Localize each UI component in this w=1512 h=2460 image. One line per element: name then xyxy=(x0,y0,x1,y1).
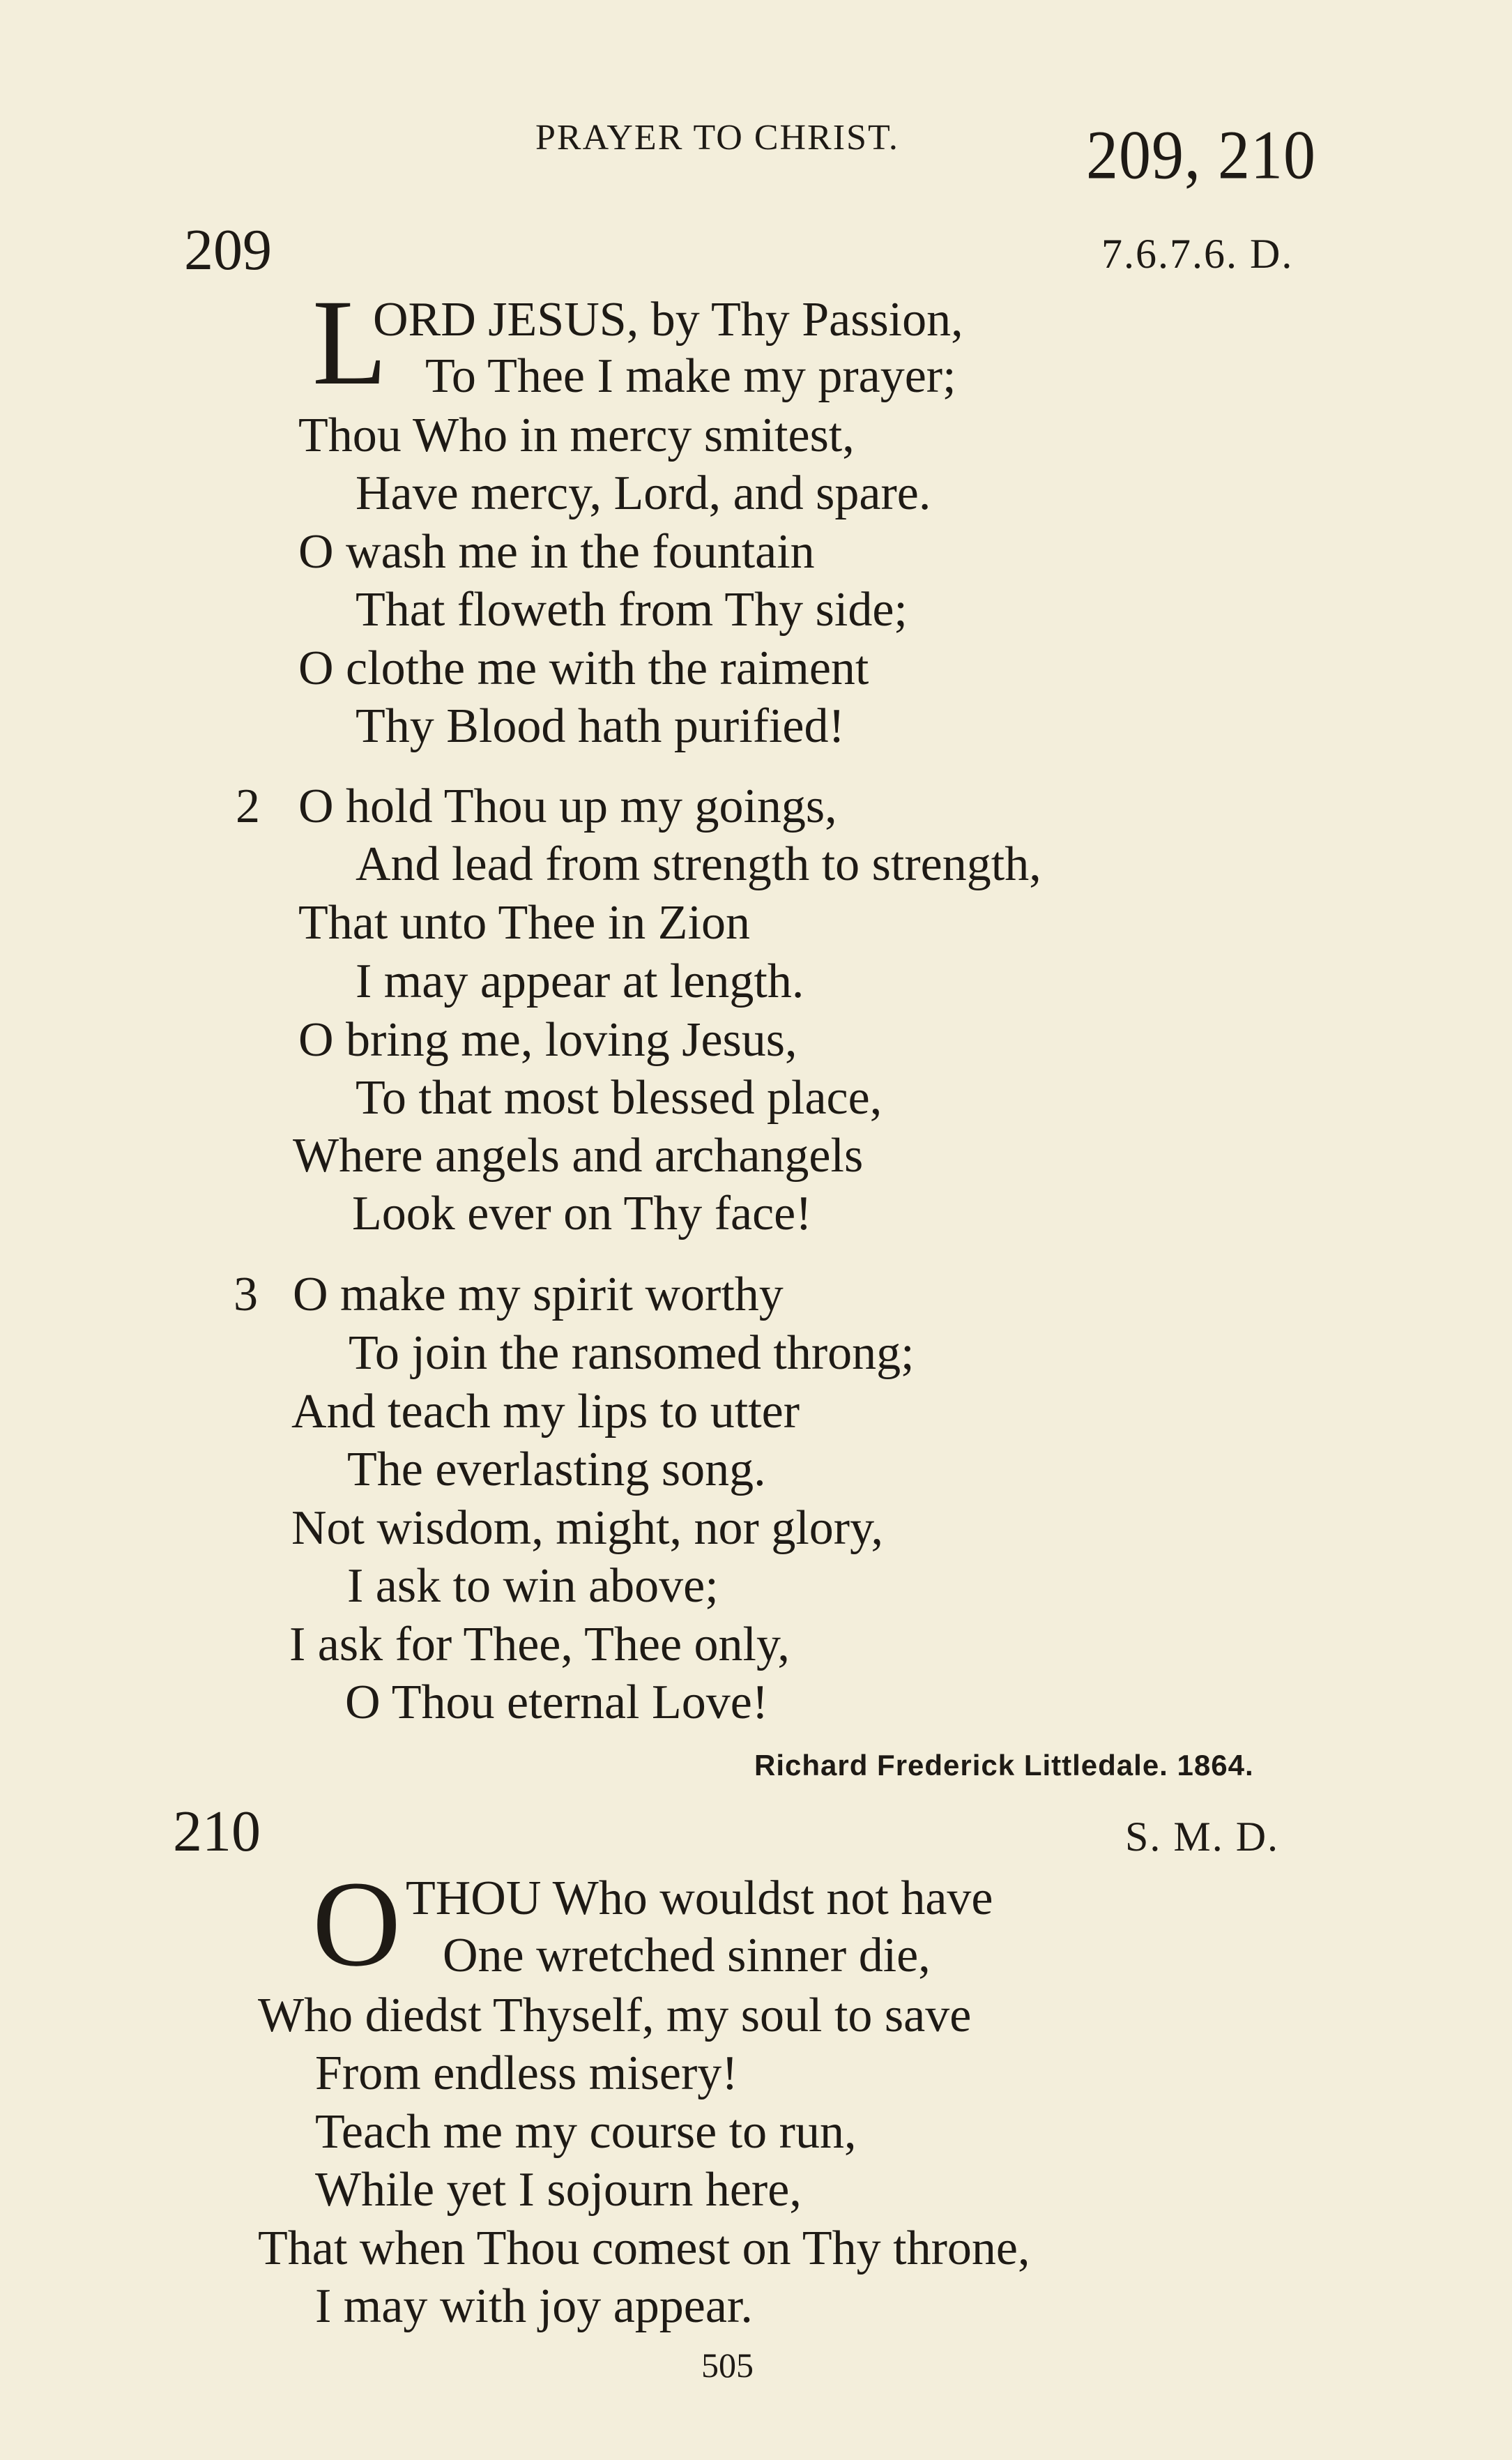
verse-line: Who diedst Thyself, my soul to save xyxy=(258,1989,972,2042)
verse-line: Not wisdom, might, nor glory, xyxy=(291,1501,884,1555)
verse-line: O Thou eternal Love! xyxy=(345,1676,769,1729)
verse-line: Look ever on Thy face! xyxy=(352,1187,812,1240)
verse-line: O wash me in the fountain xyxy=(298,525,815,579)
verse-line: I ask for Thee, Thee only, xyxy=(289,1618,790,1671)
verse-line: That floweth from Thy side; xyxy=(356,583,908,637)
running-header-hymn-numbers: 209, 210 xyxy=(1086,116,1316,194)
verse-line: To join the ransomed throng; xyxy=(349,1326,915,1380)
verse-line: O clothe me with the raiment xyxy=(298,641,869,695)
verse-line: O bring me, loving Jesus, xyxy=(298,1013,797,1067)
drop-cap: O xyxy=(312,1856,402,1992)
verse-line: Teach me my course to run, xyxy=(315,2105,857,2159)
page-number: 505 xyxy=(701,2346,754,2385)
verse-line: And lead from strength to strength, xyxy=(356,837,1041,891)
verse-line: Where angels and archangels xyxy=(293,1129,864,1183)
verse-line: The everlasting song. xyxy=(347,1443,766,1496)
stanza-number: 2 xyxy=(236,780,260,833)
verse-line: O hold Thou up my goings, xyxy=(298,780,837,833)
drop-cap: L xyxy=(312,275,388,411)
verse-line: Thy Blood hath purified! xyxy=(356,699,845,753)
running-header-title: PRAYER TO CHRIST. xyxy=(535,118,899,158)
verse-line: To that most blessed place, xyxy=(356,1071,883,1125)
hymn-number: 210 xyxy=(173,1799,261,1864)
author-attribution: Richard Frederick Littledale. 1864. xyxy=(754,1749,1254,1782)
hymn-meter: S. M. D. xyxy=(1125,1814,1280,1860)
verse-line: One wretched sinner die, xyxy=(443,1929,931,1982)
verse-line: O make my spirit worthy xyxy=(293,1268,784,1321)
verse-line: ORD JESUS, by Thy Passion, xyxy=(373,293,963,347)
hymn-meter: 7.6.7.6. D. xyxy=(1101,231,1294,277)
verse-line: Thou Who in mercy smitest, xyxy=(298,409,855,462)
verse-line: To Thee I make my prayer; xyxy=(425,349,956,403)
verse-line: That unto Thee in Zion xyxy=(298,896,751,950)
verse-line: I ask to win above; xyxy=(347,1559,719,1613)
verse-line: THOU Who wouldst not have xyxy=(406,1871,993,1925)
verse-line: While yet I sojourn here, xyxy=(315,2163,802,2217)
verse-line: And teach my lips to utter xyxy=(291,1385,800,1438)
hymn-number: 209 xyxy=(184,218,272,282)
verse-line: Have mercy, Lord, and spare. xyxy=(356,466,931,520)
verse-line: From endless misery! xyxy=(315,2047,738,2100)
verse-line: I may with joy appear. xyxy=(315,2279,753,2333)
stanza-number: 3 xyxy=(234,1268,258,1321)
verse-line: I may appear at length. xyxy=(356,955,804,1008)
verse-line: That when Thou comest on Thy throne, xyxy=(258,2222,1030,2275)
